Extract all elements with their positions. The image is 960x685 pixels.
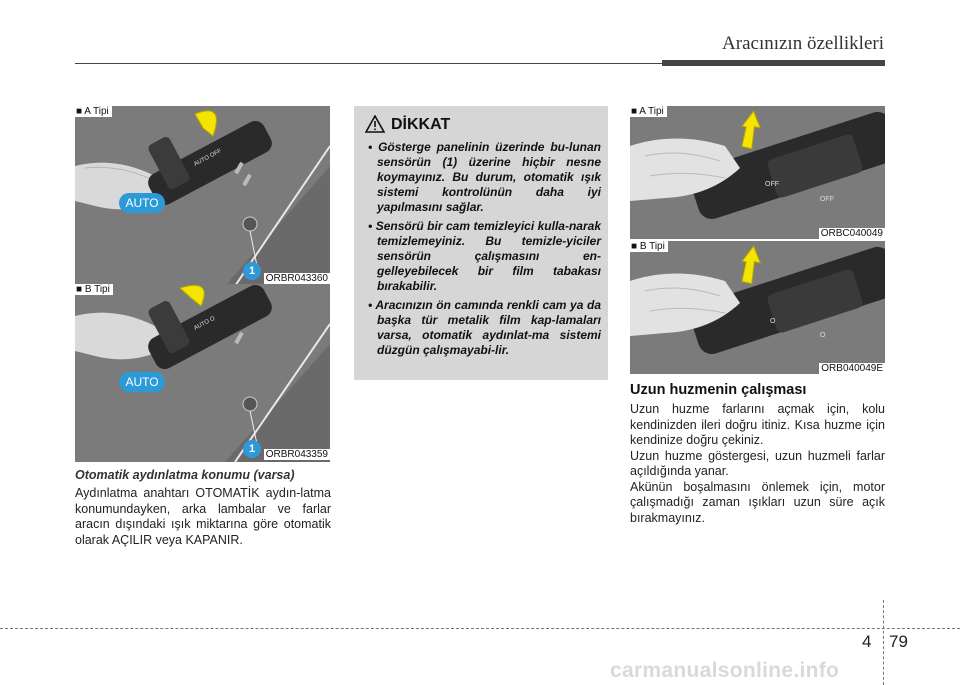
svg-text:O: O (820, 332, 826, 339)
warning-item-text: Aracınızın ön camında renkli cam ya da başka tür metalik film kap-lamaları varsa, otomatik aydınlat-ma sistemi düzgün çalışmayabi-lir. (375, 298, 601, 357)
figure-type-text: A Tipi (639, 106, 664, 117)
warning-triangle-icon (365, 115, 385, 133)
light-switch-illustration (75, 284, 330, 462)
figure-type-label: ■ B Tipi (75, 284, 113, 295)
warning-item: • Aracınızın ön camında renkli cam ya da başka tür metalik film kap-lamaları varsa, otomatik aydınlat-ma sistemi düzgün çalışmayabi-lir. (368, 298, 601, 357)
figure-type-text: B Tipi (84, 284, 110, 295)
figure-type-text: A Tipi (84, 106, 109, 117)
auto-badge: AUTO (119, 193, 165, 213)
high-beam-illustration (630, 241, 885, 374)
svg-text:OFF: OFF (765, 181, 779, 188)
body-paragraph (630, 402, 885, 526)
figure-type-label: ■ B Tipi (630, 241, 668, 252)
section-title: Uzun huzmenin çalışması (630, 382, 807, 398)
figure-code: ORBR043359 (265, 449, 328, 460)
footer-page-divider (883, 600, 884, 685)
warning-box (354, 106, 608, 380)
warning-list (361, 140, 601, 362)
figure-code: ORBC040049 (820, 228, 883, 239)
svg-text:O: O (770, 318, 776, 325)
high-beam-illustration (630, 106, 885, 239)
svg-text:OFF: OFF (820, 196, 834, 203)
high-beam-figure-type-a (630, 106, 885, 239)
svg-text:AUTO O: AUTO O (193, 315, 217, 332)
warning-item-text: Gösterge panelinin üzerinde bu-lunan sensörün (1) üzerine hiçbir nesne koymayınız. Bu durum, otomatik ışık sistemi kontrolünün daha iyi yapılmasını sağlar. (377, 140, 601, 214)
figure-type-label: ■ A Tipi (630, 106, 667, 117)
figure-type-label: ■ A Tipi (75, 106, 112, 117)
footer-divider (0, 628, 960, 629)
body-line: Akünün boşalmasını önlemek için, motor çalışmadığı zaman ışıkları uzun süre açık bırakmayınız. (630, 479, 885, 525)
sensor-callout-number: 1 (243, 262, 261, 280)
figure-code: ORBR043360 (265, 273, 328, 284)
chapter-number: 4 (862, 632, 872, 651)
sensor-callout-number: 1 (243, 440, 261, 458)
warning-title: DİKKAT (391, 116, 451, 133)
auto-badge: AUTO (119, 372, 165, 392)
figure-type-text: B Tipi (639, 241, 665, 252)
light-switch-illustration (75, 106, 330, 286)
body-paragraph: Aydınlatma anahtarı OTOMATİK aydın-latma konumundayken, arka lambalar ve farlar aracın dışındaki ışık miktarına göre otomatik olarak AÇILIR veya KAPANIR. (75, 486, 331, 547)
section-subtitle: Otomatik aydınlatma konumu (varsa) (75, 468, 295, 482)
header-divider-accent (662, 60, 885, 66)
warning-item: • Sensörü bir cam temizleyici kulla-narak temizlemeyiniz. Bu temizle-yiciler sensörün çalışmasını en-gelleyebilecek bir film tabakası bırakabilir. (368, 219, 601, 293)
watermark-text: carmanualsonline.info (610, 659, 840, 682)
warning-item-text: Sensörü bir cam temizleyici kulla-narak temizlemeyiniz. Bu temizle-yiciler sensörün çalışmasını en-gelleyebilecek bir film tabakası bırakabilir. (375, 219, 601, 293)
figure-code: ORB040049E (821, 363, 883, 374)
light-switch-figure-type-a (75, 106, 330, 286)
body-line: Uzun huzme farlarını açmak için, kolu kendinizden ileri doğru itiniz. Kısa huzme için kendinize doğru çekiniz. (630, 402, 885, 447)
header-divider (75, 63, 665, 64)
page-number: 79 (889, 632, 908, 651)
light-switch-figure-type-b (75, 284, 330, 462)
high-beam-figure-type-b (630, 241, 885, 374)
warning-item: • Gösterge panelinin üzerinde bu-lunan sensörün (1) üzerine hiçbir nesne koymayınız. Bu durum, otomatik ışık sistemi kontrolünün daha iyi yapılmasını sağlar. (368, 140, 601, 214)
svg-text:AUTO OFF: AUTO OFF (193, 148, 223, 168)
page-header-title: Aracınızın özellikleri (722, 33, 884, 54)
body-line: Uzun huzme göstergesi, uzun huzmeli farlar açıldığında yanar. (630, 448, 885, 478)
